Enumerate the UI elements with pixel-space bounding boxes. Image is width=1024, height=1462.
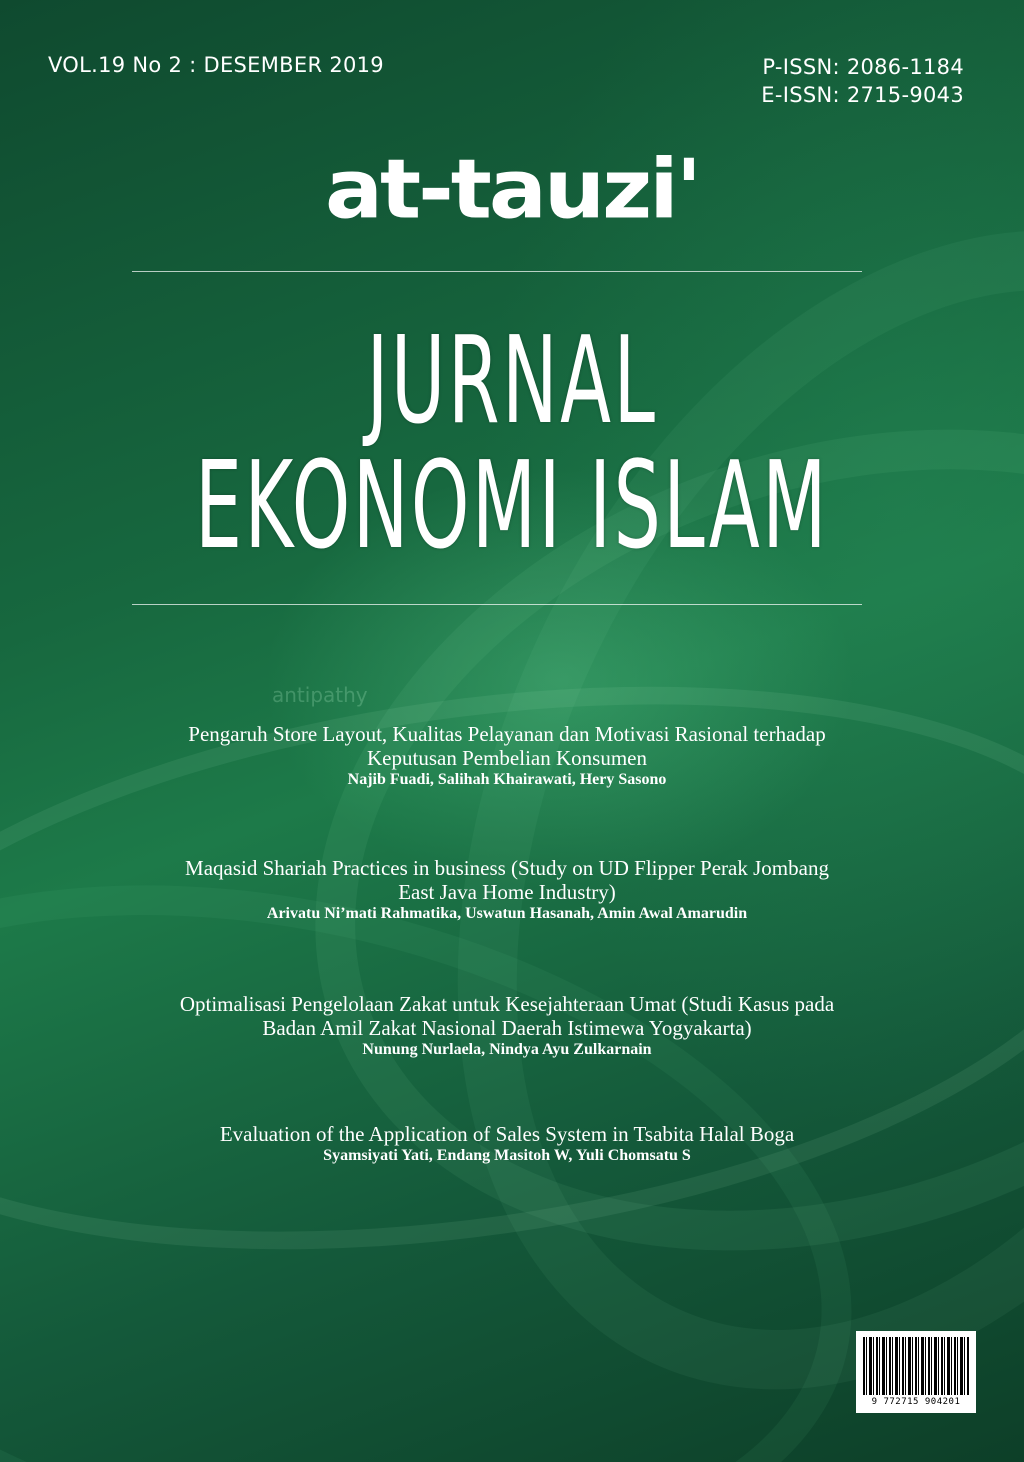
article-authors: Najib Fuadi, Salihah Khairawati, Hery Sasono: [347, 771, 667, 788]
journal-title-line1: JURNAL: [366, 312, 658, 451]
background-watermark: antipathy: [272, 683, 368, 707]
article-authors: Nunung Nurlaela, Nindya Ayu Zulkarnain: [362, 1041, 652, 1058]
barcode-number: 9 772715 904201: [871, 1397, 961, 1407]
article-title: Optimalisasi Pengelolaan Zakat untuk Kesejahteraan Umat (Studi Kasus pada: [179, 992, 835, 1016]
article-authors: Arivatu Ni’mati Rahmatika, Uswatun Hasanah, Amin Awal Amarudin: [266, 905, 748, 922]
volume-label: VOL.19 No 2 : DESEMBER 2019: [48, 53, 384, 77]
article-item: [112, 992, 902, 1060]
issn-block: [761, 53, 964, 109]
article-title: Badan Amil Zakat Nasional Daerah Istimewa Yogyakarta): [262, 1016, 752, 1040]
article-title: Maqasid Shariah Practices in business (Study on UD Flipper Perak Jombang: [185, 856, 829, 880]
journal-title-line2: EKONOMI ISLAM: [195, 437, 829, 576]
article-item: [112, 1122, 902, 1166]
article-title: Evaluation of the Application of Sales System in Tsabita Halal Boga: [219, 1122, 795, 1146]
article-title: Pengaruh Store Layout, Kualitas Pelayanan dan Motivasi Rasional terhadap: [188, 722, 826, 746]
article-title: East Java Home Industry): [398, 880, 616, 904]
article-authors: Syamsiyati Yati, Endang Masitoh W, Yuli Chomsatu S: [323, 1147, 691, 1164]
article-item: [112, 722, 902, 790]
p-issn: P-ISSN: 2086-1184: [762, 55, 964, 79]
journal-logo: at-tauzi': [324, 142, 700, 238]
article-title: Keputusan Pembelian Konsumen: [367, 746, 647, 770]
article-item: [112, 856, 902, 924]
bottom-divider: [132, 604, 862, 605]
barcode-bars-icon: [863, 1337, 969, 1395]
e-issn: E-ISSN: 2715-9043: [761, 83, 964, 107]
top-divider: [132, 271, 862, 272]
barcode: [856, 1331, 976, 1413]
